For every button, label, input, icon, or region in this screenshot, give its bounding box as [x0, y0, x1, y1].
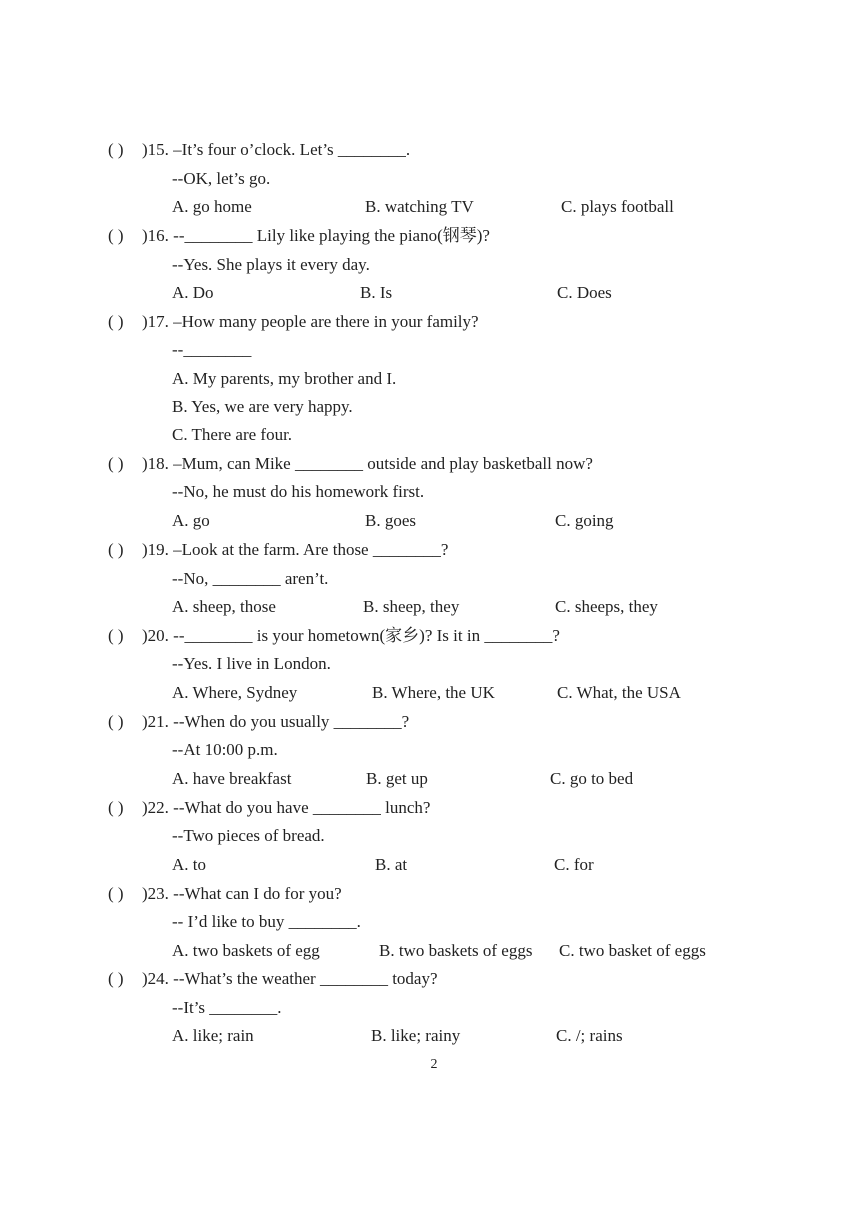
question-18-dialog: --No, he must do his homework first.: [172, 482, 425, 501]
page-number: 2: [430, 1057, 438, 1072]
question-18-option-b[interactable]: B. goes: [365, 511, 416, 530]
question-22-dialog: --Two pieces of bread.: [172, 826, 325, 845]
question-18-option-a[interactable]: A. go: [172, 511, 210, 530]
question-24-option-c[interactable]: C. /; rains: [556, 1026, 623, 1045]
question-18-option-c[interactable]: C. going: [555, 511, 614, 530]
question-23-option-b[interactable]: B. two baskets of eggs: [379, 941, 533, 960]
question-22-option-a[interactable]: A. to: [172, 855, 206, 874]
question-21-option-a[interactable]: A. have breakfast: [172, 769, 292, 788]
question-20-dialog: --Yes. I live in London.: [172, 654, 331, 673]
question-15-option-c[interactable]: C. plays football: [561, 197, 674, 216]
question-24-stem: )24. --What’s the weather ________ today?: [142, 969, 438, 988]
answer-bracket-20[interactable]: ( ): [108, 626, 124, 645]
question-16-option-b[interactable]: B. Is: [360, 283, 393, 302]
question-18-stem: )18. –Mum, can Mike ________ outside and play basketball now?: [142, 454, 593, 473]
question-20-option-a[interactable]: A. Where, Sydney: [172, 683, 298, 702]
answer-bracket-24[interactable]: ( ): [108, 969, 124, 988]
question-22-option-b[interactable]: B. at: [375, 855, 408, 874]
question-19-stem: )19. –Look at the farm. Are those ________?: [142, 540, 449, 559]
answer-bracket-19[interactable]: ( ): [108, 540, 124, 559]
question-22-stem: )22. --What do you have ________ lunch?: [142, 798, 431, 817]
question-17-dialog: --________: [172, 340, 252, 359]
question-17-option-c[interactable]: C. There are four.: [172, 425, 293, 444]
answer-bracket-18[interactable]: ( ): [108, 454, 124, 473]
question-16-dialog: --Yes. She plays it every day.: [172, 255, 370, 274]
answer-bracket-16[interactable]: ( ): [108, 226, 124, 245]
question-20-option-b[interactable]: B. Where, the UK: [372, 683, 495, 702]
question-15-option-a[interactable]: A. go home: [172, 197, 252, 216]
answer-bracket-15[interactable]: ( ): [108, 140, 124, 159]
answer-bracket-17[interactable]: ( ): [108, 312, 124, 331]
question-16-stem: )16. --________ Lily like playing the piano(钢琴)?: [142, 226, 490, 245]
question-21-option-b[interactable]: B. get up: [366, 769, 428, 788]
question-21-option-c[interactable]: C. go to bed: [550, 769, 634, 788]
question-19-dialog: --No, ________ aren’t.: [172, 569, 329, 588]
question-17-option-b[interactable]: B. Yes, we are very happy.: [172, 397, 353, 416]
question-22-option-c[interactable]: C. for: [554, 855, 594, 874]
question-16-option-c[interactable]: C. Does: [557, 283, 612, 302]
question-24-option-b[interactable]: B. like; rainy: [371, 1026, 461, 1045]
question-16-option-a[interactable]: A. Do: [172, 283, 214, 302]
question-20-stem: )20. --________ is your hometown(家乡)? Is it in ________?: [142, 626, 560, 645]
question-21-stem: )21. --When do you usually ________?: [142, 712, 410, 731]
question-23-option-a[interactable]: A. two baskets of egg: [172, 941, 320, 960]
answer-bracket-21[interactable]: ( ): [108, 712, 124, 731]
question-15-dialog: --OK, let’s go.: [172, 169, 271, 188]
answer-bracket-22[interactable]: ( ): [108, 798, 124, 817]
question-24-option-a[interactable]: A. like; rain: [172, 1026, 254, 1045]
question-24-dialog: --It’s ________.: [172, 998, 282, 1017]
question-23-stem: )23. --What can I do for you?: [142, 884, 342, 903]
question-19-option-c[interactable]: C. sheeps, they: [555, 597, 658, 616]
question-15-stem: )15. –It’s four o’clock. Let’s ________.: [142, 140, 411, 159]
question-21-dialog: --At 10:00 p.m.: [172, 740, 278, 759]
question-19-option-a[interactable]: A. sheep, those: [172, 597, 276, 616]
question-15-option-b[interactable]: B. watching TV: [365, 197, 474, 216]
question-17-stem: )17. –How many people are there in your family?: [142, 312, 479, 331]
question-17-option-a[interactable]: A. My parents, my brother and I.: [172, 369, 397, 388]
question-20-option-c[interactable]: C. What, the USA: [557, 683, 681, 702]
answer-bracket-23[interactable]: ( ): [108, 884, 124, 903]
question-23-dialog: -- I’d like to buy ________.: [172, 912, 361, 931]
question-19-option-b[interactable]: B. sheep, they: [363, 597, 460, 616]
question-23-option-c[interactable]: C. two basket of eggs: [559, 941, 706, 960]
